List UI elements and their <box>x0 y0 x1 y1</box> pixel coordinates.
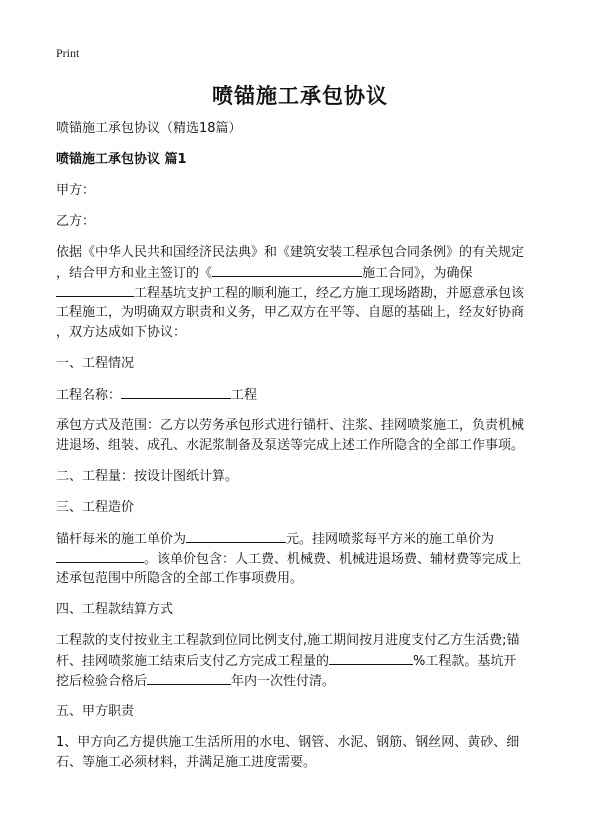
anchor-price-blank <box>186 528 286 543</box>
payment-line-3-start: 挖后检验合格后 <box>56 674 148 689</box>
payment-line-3 <box>56 670 546 693</box>
shotcrete-price-label: 元。挂网喷浆每平方米的施工单价为 <box>286 532 495 547</box>
section-3-heading: 三、工程造价 <box>56 500 135 515</box>
scope-line-1: 承包方式及范围：乙方以劳务承包形式进行锚杆、注浆、挂网喷浆施工，负责机械 <box>56 418 525 433</box>
payment-line-2-end: %工程款。基坑开 <box>413 654 517 669</box>
duty-line-2: 石、等施工必须材料，并满足施工进度需要。 <box>56 755 317 770</box>
project-name-suffix: 工程 <box>231 388 258 403</box>
document-title: 喷锚施工承包协议 <box>212 84 388 108</box>
payment-line-1: 工程款的支付按业主工程款到位同比例支付,施工期间按月进度支付乙方生活费;锚 <box>56 633 520 648</box>
anchor-price-label: 锚杆每米的施工单价为 <box>56 532 187 547</box>
payment-line-2-start: 杆、挂网喷浆施工结束后支付乙方完成工程量的 <box>56 654 330 669</box>
payment-percent-blank <box>329 650 413 665</box>
document-subtitle: 喷锚施工承包协议（精选18篇） <box>56 121 242 136</box>
project-name-blank <box>56 282 134 297</box>
project-name-field-blank <box>121 384 231 399</box>
intro-line-5: ，双方达成如下协议： <box>56 325 187 340</box>
shotcrete-price-blank <box>56 548 144 563</box>
section-4-heading: 四、工程款结算方式 <box>56 602 174 617</box>
intro-line-1: 依据《中华人民共和国经济民法典》和《建筑安装工程承包合同条例》的有关规定 <box>56 245 525 260</box>
price-line-2-text: 。该单价包含：人工费、机械费、机械进退场费、辅材费等完成上 <box>144 552 522 567</box>
party-b-line: 乙方： <box>56 214 96 229</box>
payment-line-3-end: 年内一次性付清。 <box>231 674 336 689</box>
section-1-heading: 一、工程情况 <box>56 356 135 371</box>
print-label: Print <box>56 46 80 60</box>
intro-line-2-end: 施工合同》，为确保 <box>362 266 473 281</box>
duty-line-1: 1、甲方向乙方提供施工生活所用的水电、钢管、水泥、钢筋、钢丝网、黄砂、细 <box>56 735 520 750</box>
intro-line-2-start: ，结合甲方和业主签订的《 <box>56 266 213 281</box>
price-line-3: 述承包范围中所隐含的全部工作事项费用。 <box>56 571 304 586</box>
scope-line-2: 进退场、组装、成孔、水泥浆制备及泵送等完成上述工作所隐含的全部工作事项。 <box>56 438 525 453</box>
project-name-line <box>56 384 546 407</box>
section-heading: 喷锚施工承包协议 篇1 <box>56 152 187 167</box>
payment-years-blank <box>147 670 231 685</box>
section-5-heading: 五、甲方职责 <box>56 704 135 719</box>
section-2-heading: 二、工程量：按设计图纸计算。 <box>56 469 239 484</box>
party-a-line: 甲方： <box>56 183 96 198</box>
intro-line-4: 工程施工，为明确双方职责和义务，甲乙双方在平等、自愿的基础上，经友好协商 <box>56 305 525 320</box>
project-name-label: 工程名称： <box>56 388 122 403</box>
intro-line-3-text: 工程基坑支护工程的顺利施工，经乙方施工现场踏勘，并愿意承包该 <box>134 286 525 301</box>
contract-name-blank <box>212 262 362 277</box>
